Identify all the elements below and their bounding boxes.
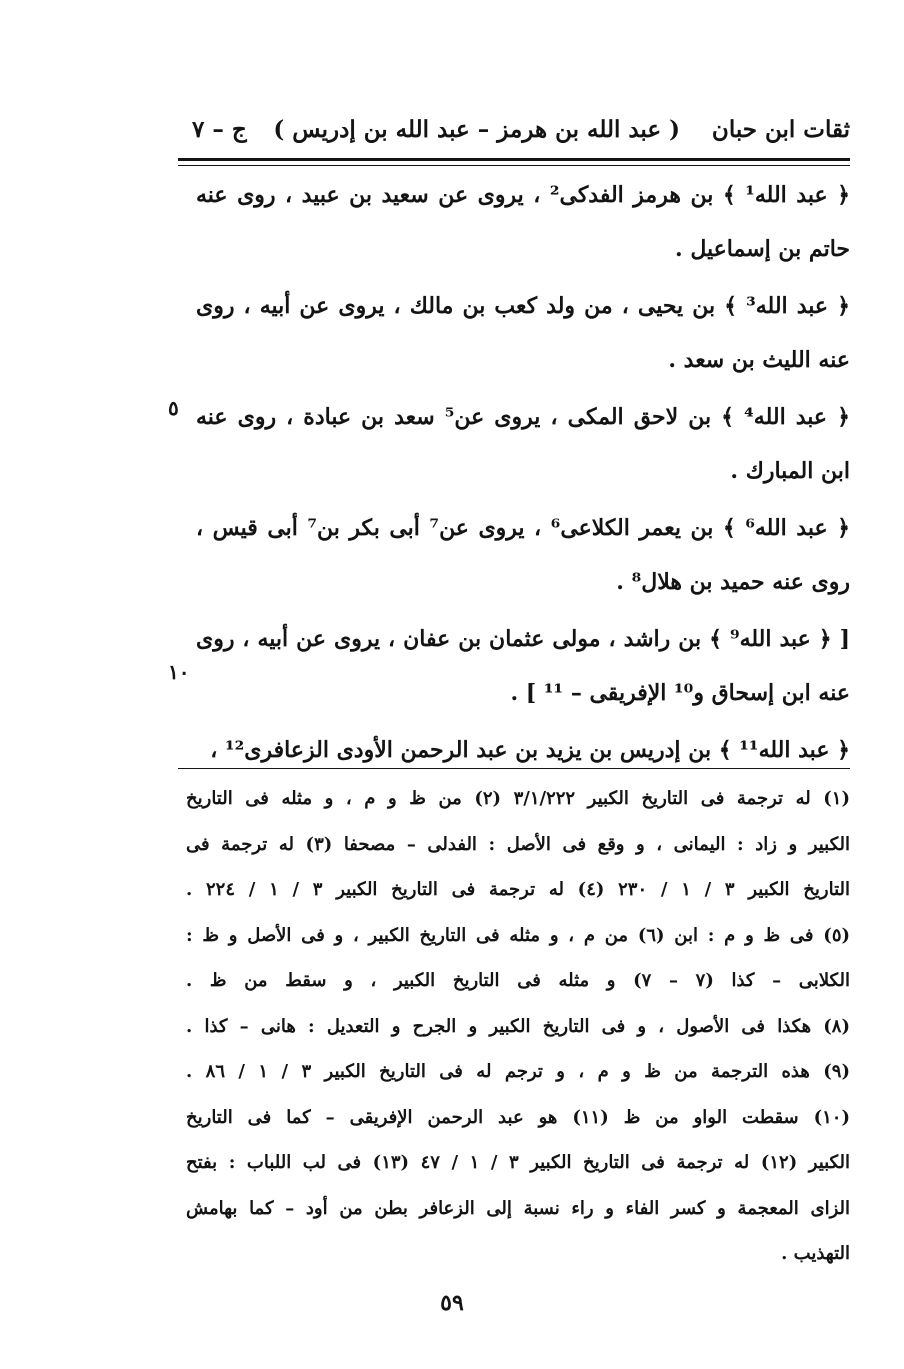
entry-line: ﴿ عبد الله¹ ﴾ بن هرمز الفدكى² ، يروى عن سعيد بن عبيد ، روى عنه [196,182,850,208]
footnote-rule [178,768,850,769]
header-rule-thin [178,165,850,166]
entry-abdullah-ibn-lahiq [196,390,850,498]
biography-entries [196,168,850,777]
line-number-10: ١٠ [168,660,190,684]
footnote-line: (٩) هذه الترجمة من ظ و م ، و ترجم له فى التاريخ الكبير ٣ / ١ / ٨٦ . [186,1061,850,1082]
footnote-line: الكلابى – كذا (٧ – ٧) و مثله فى التاريخ الكبير ، و سقط من ظ . [186,970,850,991]
entry-abdullah-ibn-hurmuz [196,168,850,276]
footnote-line: الكبير (١٢) له ترجمة فى التاريخ الكبير ٣ / ١ / ٤٧ (١٣) فى لب اللباب : بفتح [186,1152,850,1173]
entry-line: ابن المبارك . [730,458,850,484]
header-book-title: ثقات ابن حبان [711,116,850,143]
running-header [178,108,850,148]
page-number: ٥٩ [440,1290,464,1316]
header-rule-thick [178,158,850,161]
entry-line: [ ﴿ عبد الله⁹ ﴾ بن راشد ، مولى عثمان بن عفان ، يروى عن أبيه ، روى [196,626,850,652]
footnote-line: الكبير و زاد : اليمانى ، و وقع فى الأصل : الفدلى – مصحفا (٣) له ترجمة فى [186,833,850,855]
entry-line: ﴿ عبد الله⁴ ﴾ بن لاحق المكى ، يروى عن⁵ سعد بن عبادة ، روى عنه [196,404,850,430]
entry-line: ﴿ عبد الله⁶ ﴾ بن يعمر الكلاعى⁶ ، يروى عن⁷ أبى بكر بن⁷ أبى قيس ، [196,515,850,541]
line-number-5: ٥ [168,396,179,420]
footnote-line: (١) له ترجمة فى التاريخ الكبير ٣/١/٢٢٢ (٢) من ظ و م ، و مثله فى التاريخ [186,788,850,809]
entry-abdullah-ibn-rashid [196,612,850,720]
entry-line: حاتم بن إسماعيل . [675,236,850,262]
entry-abdullah-ibn-yamar [196,501,850,609]
footnote-line: التهذيب . [781,1243,850,1264]
entry-line: ﴿ عبد الله¹¹ ﴾ بن إدريس بن يزيد بن عبد الرحمن الأودى الزعافرى¹² ، [210,737,850,763]
footnote-line: (١٠) سقطت الواو من ظ (١١) هو عبد الرحمن الإفريقى – كما فى التاريخ [186,1106,850,1128]
header-entry-range: ( عبد الله بن هرمز – عبد الله بن إدريس ) [273,116,680,143]
entry-line: روى عنه حميد بن هلال⁸ . [616,569,850,595]
entry-line: عنه ابن إسحاق و¹⁰ الإفريقى – ¹¹ ] . [510,680,850,706]
footnote-line: التاريخ الكبير ٣ / ١ / ٢٣٠ (٤) له ترجمة فى التاريخ الكبير ٣ / ١ / ٢٢٤ . [186,879,850,900]
entry-line: ﴿ عبد الله³ ﴾ بن يحيى ، من ولد كعب بن مالك ، يروى عن أبيه ، روى [196,293,850,319]
footnote-line: (٨) هكذا فى الأصول ، و فى التاريخ الكبير و الجرح و التعديل : هانى – كذا . [186,1015,850,1037]
footnote-line: (٥) فى ظ و م : ابن (٦) من م ، و مثله فى التاريخ الكبير ، و فى الأصل و ظ : [186,924,850,946]
footnotes [186,776,850,1277]
entry-line: عنه الليث بن سعد . [668,347,850,373]
entry-abdullah-ibn-yahya [196,279,850,387]
footnote-line: الزاى المعجمة و كسر الفاء و راء نسبة إلى الزعافر بطن من أود – كما بهامش [186,1197,850,1219]
header-volume: ج – ٧ [192,116,247,143]
